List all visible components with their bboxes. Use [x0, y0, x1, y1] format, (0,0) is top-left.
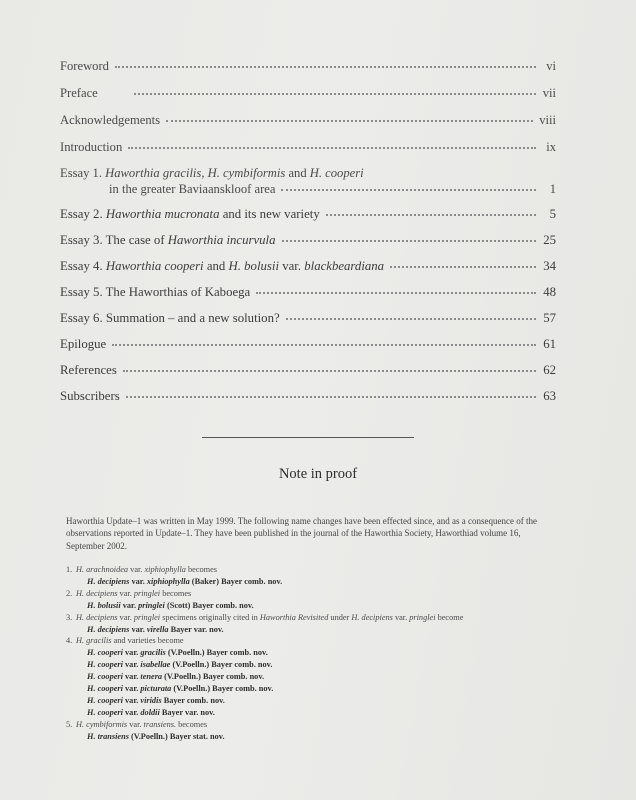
toc-label: Essay 6. Summation – and a new solution? [60, 311, 280, 325]
item-number: 5. [66, 719, 73, 729]
item-number: 3. [66, 612, 73, 622]
taxon-name: H. bolusii [228, 259, 279, 273]
item-text: (V.Poelln.) Bayer comb. nov. [170, 660, 273, 670]
toc-page-number: 25 [543, 233, 556, 247]
item-text: var. [120, 600, 139, 610]
new-combination [66, 671, 546, 683]
item-text: (V.Poelln.) Bayer comb. nov. [162, 672, 265, 682]
toc-entry-foreword[interactable] [60, 58, 556, 74]
toc-label: Essay 5. The Haworthias of Kaboega [60, 285, 251, 299]
item-text: var. [392, 612, 410, 622]
toc-label: Preface [60, 86, 98, 100]
toc-leader-dots [390, 256, 536, 268]
item-text: Bayer var. nov. [159, 707, 215, 717]
toc-leader-dots [256, 282, 536, 294]
toc-entry-essay-1[interactable] [60, 166, 556, 197]
item-number: 2. [66, 588, 73, 598]
toc-text: and [203, 259, 229, 273]
taxon-name: doldii [140, 707, 160, 717]
toc-entry-essay-5[interactable] [60, 284, 556, 300]
new-combination [66, 576, 546, 588]
taxon-name: pringlei [133, 588, 161, 598]
toc-leader-dots [128, 137, 536, 149]
list-item [66, 719, 546, 731]
item-text: var. [122, 695, 141, 705]
toc-entry-preface[interactable] [60, 85, 556, 101]
toc-leader-dots [281, 179, 536, 191]
item-text: var. [122, 648, 141, 658]
item-text: var. [122, 672, 141, 682]
taxon-name: H. decipiens [76, 612, 118, 622]
toc-page-number: 5 [549, 207, 556, 221]
toc-leader-dots [123, 360, 536, 372]
toc-entry-references[interactable] [60, 362, 556, 378]
new-combination [66, 683, 546, 695]
taxon-name: pringlei [409, 612, 436, 622]
toc-label: Epilogue [60, 337, 107, 351]
toc-leader-dots [112, 334, 536, 346]
taxon-name: H. cooperi [309, 166, 364, 180]
taxon-name: H. cymbiformis [76, 719, 128, 729]
toc-leader-dots [282, 230, 536, 242]
toc-page-number: 48 [543, 285, 556, 299]
taxon-name: pringlei [138, 600, 165, 610]
item-text: Bayer comb. nov. [161, 695, 225, 705]
taxon-name: pringlei [133, 612, 161, 622]
item-text: var. [129, 624, 147, 634]
taxon-name: H. decipiens [87, 576, 130, 586]
list-item [66, 635, 546, 647]
item-text: becomes [176, 719, 208, 729]
item-text: var. [122, 660, 141, 670]
taxon-name: H. cooperi [87, 707, 123, 717]
taxon-name: Haworthia gracilis, H. cymbiformis [105, 166, 286, 180]
item-text: var. [128, 565, 145, 574]
new-combination [66, 600, 546, 612]
toc-leader-dots [134, 83, 536, 95]
taxon-name: H. cooperi [87, 672, 123, 682]
toc-text: and [285, 166, 310, 180]
essay-number: Essay 4. [60, 259, 106, 273]
toc-leader-dots [286, 308, 536, 320]
toc-page-number: 62 [543, 363, 556, 377]
new-combination [66, 695, 546, 707]
taxon-name: H. arachnoidea [76, 565, 129, 574]
essay-number: Essay 1. [60, 166, 106, 180]
toc-page-number: 1 [549, 182, 556, 196]
taxon-name: Haworthia cooperi [105, 259, 204, 273]
item-text: (V.Poelln.) Bayer stat. nov. [128, 731, 225, 741]
item-text: var. [117, 588, 134, 598]
list-item [66, 612, 546, 624]
toc-entry-subscribers[interactable] [60, 388, 556, 404]
taxon-name: xiphiophylla [144, 565, 186, 574]
toc-label: Introduction [60, 140, 123, 154]
toc-leader-dots [326, 204, 536, 216]
toc-page-number: vii [542, 86, 556, 100]
note-intro-paragraph: Haworthia Update–1 was written in May 1999. The following name changes have been effected since, and as a consequence of the observations reported in Update–1. They have been published in the journal of the Haworthia Society, Haworthiad volume 16, September 2002. [66, 516, 538, 551]
new-combination [66, 647, 546, 659]
item-text: var. [129, 576, 147, 586]
name-changes-list [66, 564, 546, 743]
new-combination [66, 659, 546, 671]
taxon-name: H. gracilis [76, 636, 112, 646]
toc-label: Subscribers [60, 389, 120, 403]
toc-leader-dots [115, 56, 536, 68]
taxon-name: picturata [140, 684, 172, 694]
item-text: becomes [185, 565, 218, 574]
taxon-name: H. transiens [87, 731, 129, 741]
new-combination [66, 707, 546, 719]
taxon-name: H. bolusii [87, 600, 121, 610]
list-item [66, 588, 546, 600]
taxon-name: gracilis [140, 648, 166, 658]
item-text: and varieties become [111, 636, 184, 646]
toc-text: and its new variety [219, 207, 320, 221]
toc-entry-essay-3[interactable] [60, 232, 556, 248]
list-item [66, 564, 546, 576]
taxon-name: H. cooperi [87, 648, 123, 658]
section-divider [202, 437, 414, 438]
item-text: var. [117, 612, 134, 622]
item-text: become [435, 612, 464, 622]
book-title: Haworthia Revisited [259, 612, 329, 622]
item-text: specimens originally cited in [160, 612, 260, 622]
toc-label: Foreword [60, 59, 109, 73]
toc-entry-essay-2[interactable] [60, 206, 556, 222]
item-text: var. [122, 707, 141, 717]
item-text: Bayer var. nov. [168, 624, 224, 634]
taxon-name: H. decipiens [351, 612, 393, 622]
toc-label: References [60, 363, 117, 377]
toc-entry-essay-4[interactable] [60, 258, 556, 274]
taxon-name: H. cooperi [87, 684, 123, 694]
toc-continuation-line [60, 181, 556, 197]
toc-entry-introduction[interactable] [60, 139, 556, 155]
item-text: (V.Poelln.) Bayer comb. nov. [165, 648, 268, 658]
toc-page-number: vi [546, 59, 556, 73]
taxon-name: H. decipiens [76, 588, 118, 598]
item-text: (Baker) Bayer comb. nov. [189, 576, 283, 586]
toc-text: Essay 3. The case of [60, 233, 168, 247]
toc-entry-essay-6[interactable] [60, 310, 556, 326]
toc-label: Acknowledgements [60, 113, 161, 127]
taxon-name: H. cooperi [87, 695, 123, 705]
toc-page-number: 63 [543, 389, 556, 403]
toc-leader-dots [166, 110, 533, 122]
item-text: var. [127, 719, 144, 729]
new-combination [66, 624, 546, 636]
toc-text: in the greater Baviaanskloof area [109, 182, 276, 196]
item-number: 1. [66, 565, 73, 574]
toc-label [60, 233, 276, 248]
taxon-name: blackbeardiana [304, 259, 385, 273]
taxon-name: viridis [140, 695, 162, 705]
taxon-name: Haworthia incurvula [167, 233, 276, 247]
toc-entry-acknowledgements[interactable] [60, 112, 556, 128]
item-text: var. [122, 684, 141, 694]
new-combination [66, 731, 546, 743]
taxon-name: xiphiophylla [146, 576, 190, 586]
toc-page-number: viii [539, 113, 556, 127]
taxon-name: tenera [140, 672, 163, 682]
essay-number: Essay 2. [60, 207, 106, 221]
table-of-contents [60, 58, 556, 404]
taxon-name: H. decipiens [87, 624, 130, 634]
toc-page-number: 34 [543, 259, 556, 273]
toc-entry-epilogue[interactable] [60, 336, 556, 352]
taxon-name: H. cooperi [87, 660, 123, 670]
item-number: 4. [66, 636, 73, 646]
taxon-name: virella [146, 624, 169, 634]
taxon-name: isabellae [140, 660, 171, 670]
toc-page-number: 61 [543, 337, 556, 351]
taxon-name: transiens. [143, 719, 177, 729]
item-text: (V.Poelln.) Bayer comb. nov. [171, 684, 274, 694]
item-text: (Scott) Bayer comb. nov. [164, 600, 254, 610]
item-text: becomes [160, 588, 192, 598]
toc-text: var. [279, 259, 305, 273]
toc-page-number: ix [546, 140, 556, 154]
toc-leader-dots [126, 386, 536, 398]
item-text: under [328, 612, 352, 622]
toc-label [60, 207, 320, 222]
taxon-name: Haworthia mucronata [105, 207, 220, 221]
note-title: Note in proof [278, 466, 358, 482]
toc-label [60, 259, 384, 274]
toc-page-number: 57 [543, 311, 556, 325]
